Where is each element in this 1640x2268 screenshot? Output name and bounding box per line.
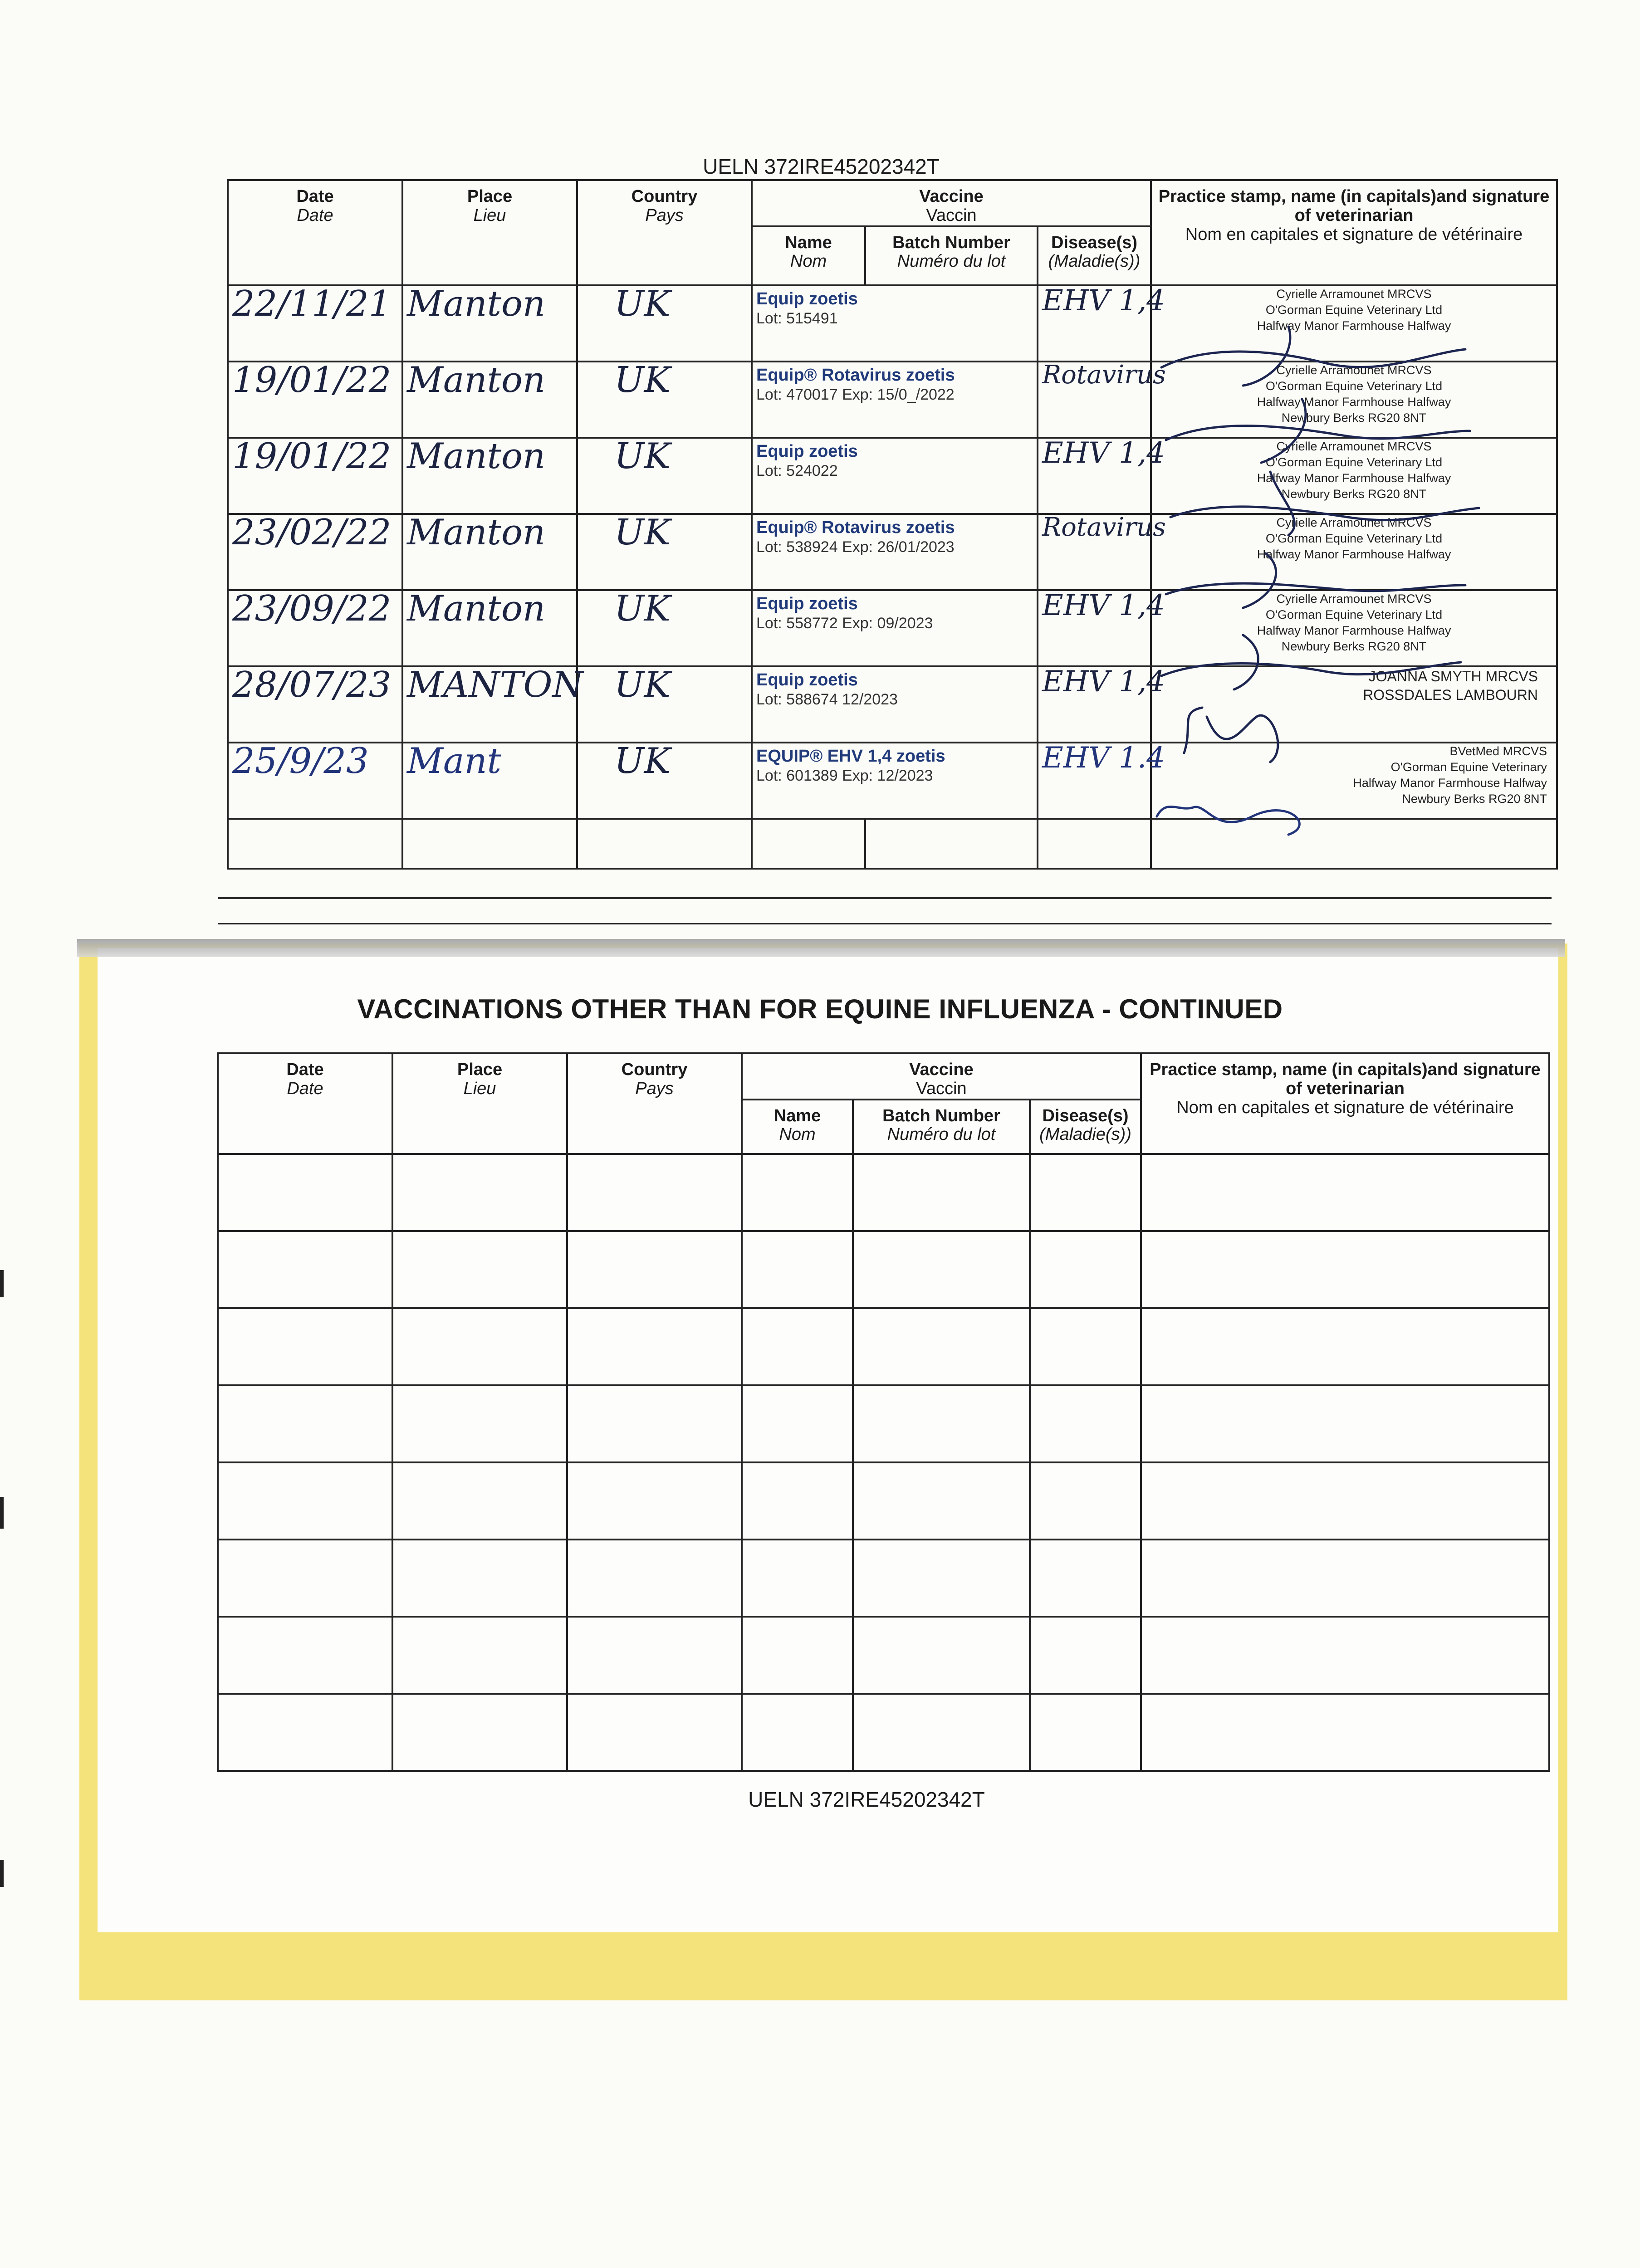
row-place: Manton [407, 512, 546, 553]
row-date: 25/9/23 [232, 740, 369, 782]
vet-stamp: Cyrielle Arramounet MRCVS O'Gorman Equine Veterinary Ltd Halfway Manor Farmhouse Halfway Newbury Berks RG20 8NT [1257, 439, 1451, 501]
vet-stamp: Cyrielle Arramounet MRCVS O'Gorman Equine Veterinary Ltd Halfway Manor Farmhouse Halfway [1257, 287, 1451, 332]
divider-line [218, 897, 1552, 899]
header-batch: Batch Number Numéro du lot [865, 226, 1038, 285]
ueln-bottom: UELN 372IRE45202342T [748, 1788, 985, 1811]
vaccine-label-sticker: Equip® Rotavirus zoetis Lot: 470017 Exp: 15/0_/2022 [756, 365, 955, 404]
row-date: 23/02/22 [232, 512, 392, 553]
header-vaccine: Vaccine Vaccin [742, 1053, 1141, 1100]
row-date: 23/09/22 [232, 588, 392, 629]
table-row-empty [218, 1462, 1549, 1540]
header-date: Date Date [218, 1053, 392, 1154]
page-fold-shadow [77, 939, 1565, 957]
header-country: Country Pays [567, 1053, 742, 1154]
divider-line [218, 923, 1552, 924]
table-row-empty [218, 1308, 1549, 1385]
table-row-empty [218, 1154, 1549, 1231]
header-disease: Disease(s) (Maladie(s)) [1030, 1100, 1141, 1154]
vet-stamp: BVetMed MRCVS O'Gorman Equine Veterinary Halfway Manor Farmhouse Halfway Newbury Berks RG20 8NT [1353, 744, 1547, 806]
row-date: 28/07/23 [232, 664, 392, 705]
section-title: VACCINATIONS OTHER THAN FOR EQUINE INFLUENZA - CONTINUED [357, 994, 1283, 1024]
scan-edge-mark [0, 1497, 4, 1529]
vet-signatures [1152, 318, 1561, 862]
header-place: Place Lieu [392, 1053, 567, 1154]
row-disease: EHV 1.4 [1042, 741, 1165, 775]
vaccine-label-sticker: Equip zoetis Lot: 558772 Exp: 09/2023 [756, 594, 933, 632]
row-country: UK [614, 283, 671, 324]
vaccine-label-sticker: Equip zoetis Lot: 524022 [756, 441, 858, 480]
table-row-empty [218, 1385, 1549, 1462]
header-disease: Disease(s) (Maladie(s)) [1038, 226, 1151, 285]
table-row-empty [218, 1540, 1549, 1617]
row-country: UK [614, 512, 671, 553]
row-country: UK [614, 740, 671, 782]
table-row-empty [218, 1617, 1549, 1694]
table-row-empty [218, 1694, 1549, 1771]
vaccination-table-bottom [217, 1052, 1550, 1772]
row-disease: EHV 1,4 [1042, 588, 1165, 622]
vaccine-label-sticker: Equip zoetis Lot: 588674 12/2023 [756, 670, 898, 709]
row-date: 19/01/22 [232, 359, 392, 401]
row-disease: Rotavirus [1042, 512, 1166, 542]
row-country: UK [614, 588, 671, 629]
vet-stamp: JOANNA SMYTH MRCVS ROSSDALES LAMBOURN [1363, 668, 1538, 704]
vet-stamp: Cyrielle Arramounet MRCVS O'Gorman Equine Veterinary Ltd Halfway Manor Farmhouse Halfway Newbury Berks RG20 8NT [1257, 591, 1451, 653]
row-date: 19/01/22 [232, 435, 392, 477]
scan-edge-mark [0, 1860, 4, 1887]
vaccine-label-sticker: Equip zoetis Lot: 515491 [756, 289, 858, 327]
row-place: Manton [407, 283, 546, 324]
header-practice-stamp: Practice stamp, name (in capitals)and signature of veterinarian Nom en capitales et signature de vétérinaire [1151, 180, 1557, 285]
header-date: Date Date [228, 180, 402, 285]
header-name: Name Nom [752, 226, 865, 285]
vet-stamp: Cyrielle Arramounet MRCVS O'Gorman Equine Veterinary Ltd Halfway Manor Farmhouse Halfway Newbury Berks RG20 8NT [1257, 363, 1451, 425]
row-disease: EHV 1,4 [1042, 436, 1165, 470]
row-place: Manton [407, 588, 546, 629]
row-place: Manton [407, 359, 546, 401]
header-country: Country Pays [577, 180, 752, 285]
row-place: MANTON [407, 664, 583, 705]
header-place: Place Lieu [402, 180, 577, 285]
row-disease: Rotavirus [1042, 360, 1166, 390]
row-country: UK [614, 359, 671, 401]
row-disease: EHV 1,4 [1042, 284, 1165, 318]
row-country: UK [614, 435, 671, 477]
row-place: Manton [407, 435, 546, 477]
row-date: 22/11/21 [232, 283, 392, 324]
vaccine-label-sticker: Equip® Rotavirus zoetis Lot: 538924 Exp: 26/01/2023 [756, 518, 955, 556]
row-country: UK [614, 664, 671, 705]
row-place: Mant [407, 740, 501, 782]
row-disease: EHV 1,4 [1042, 665, 1165, 699]
vaccine-label-sticker: EQUIP® EHV 1,4 zoetis Lot: 601389 Exp: 12/2023 [756, 746, 945, 785]
header-batch: Batch Number Numéro du lot [853, 1100, 1030, 1154]
header-vaccine: Vaccine Vaccin [752, 180, 1151, 226]
header-name: Name Nom [742, 1100, 853, 1154]
table-row-empty [218, 1231, 1549, 1308]
vet-stamp: Cyrielle Arramounet MRCVS O'Gorman Equine Veterinary Ltd Halfway Manor Farmhouse Halfway [1257, 515, 1451, 561]
ueln-top: UELN 372IRE45202342T [703, 155, 940, 178]
scan-edge-mark [0, 1270, 4, 1297]
header-practice-stamp: Practice stamp, name (in capitals)and signature of veterinarian Nom en capitales et signature de vétérinaire [1141, 1053, 1549, 1154]
